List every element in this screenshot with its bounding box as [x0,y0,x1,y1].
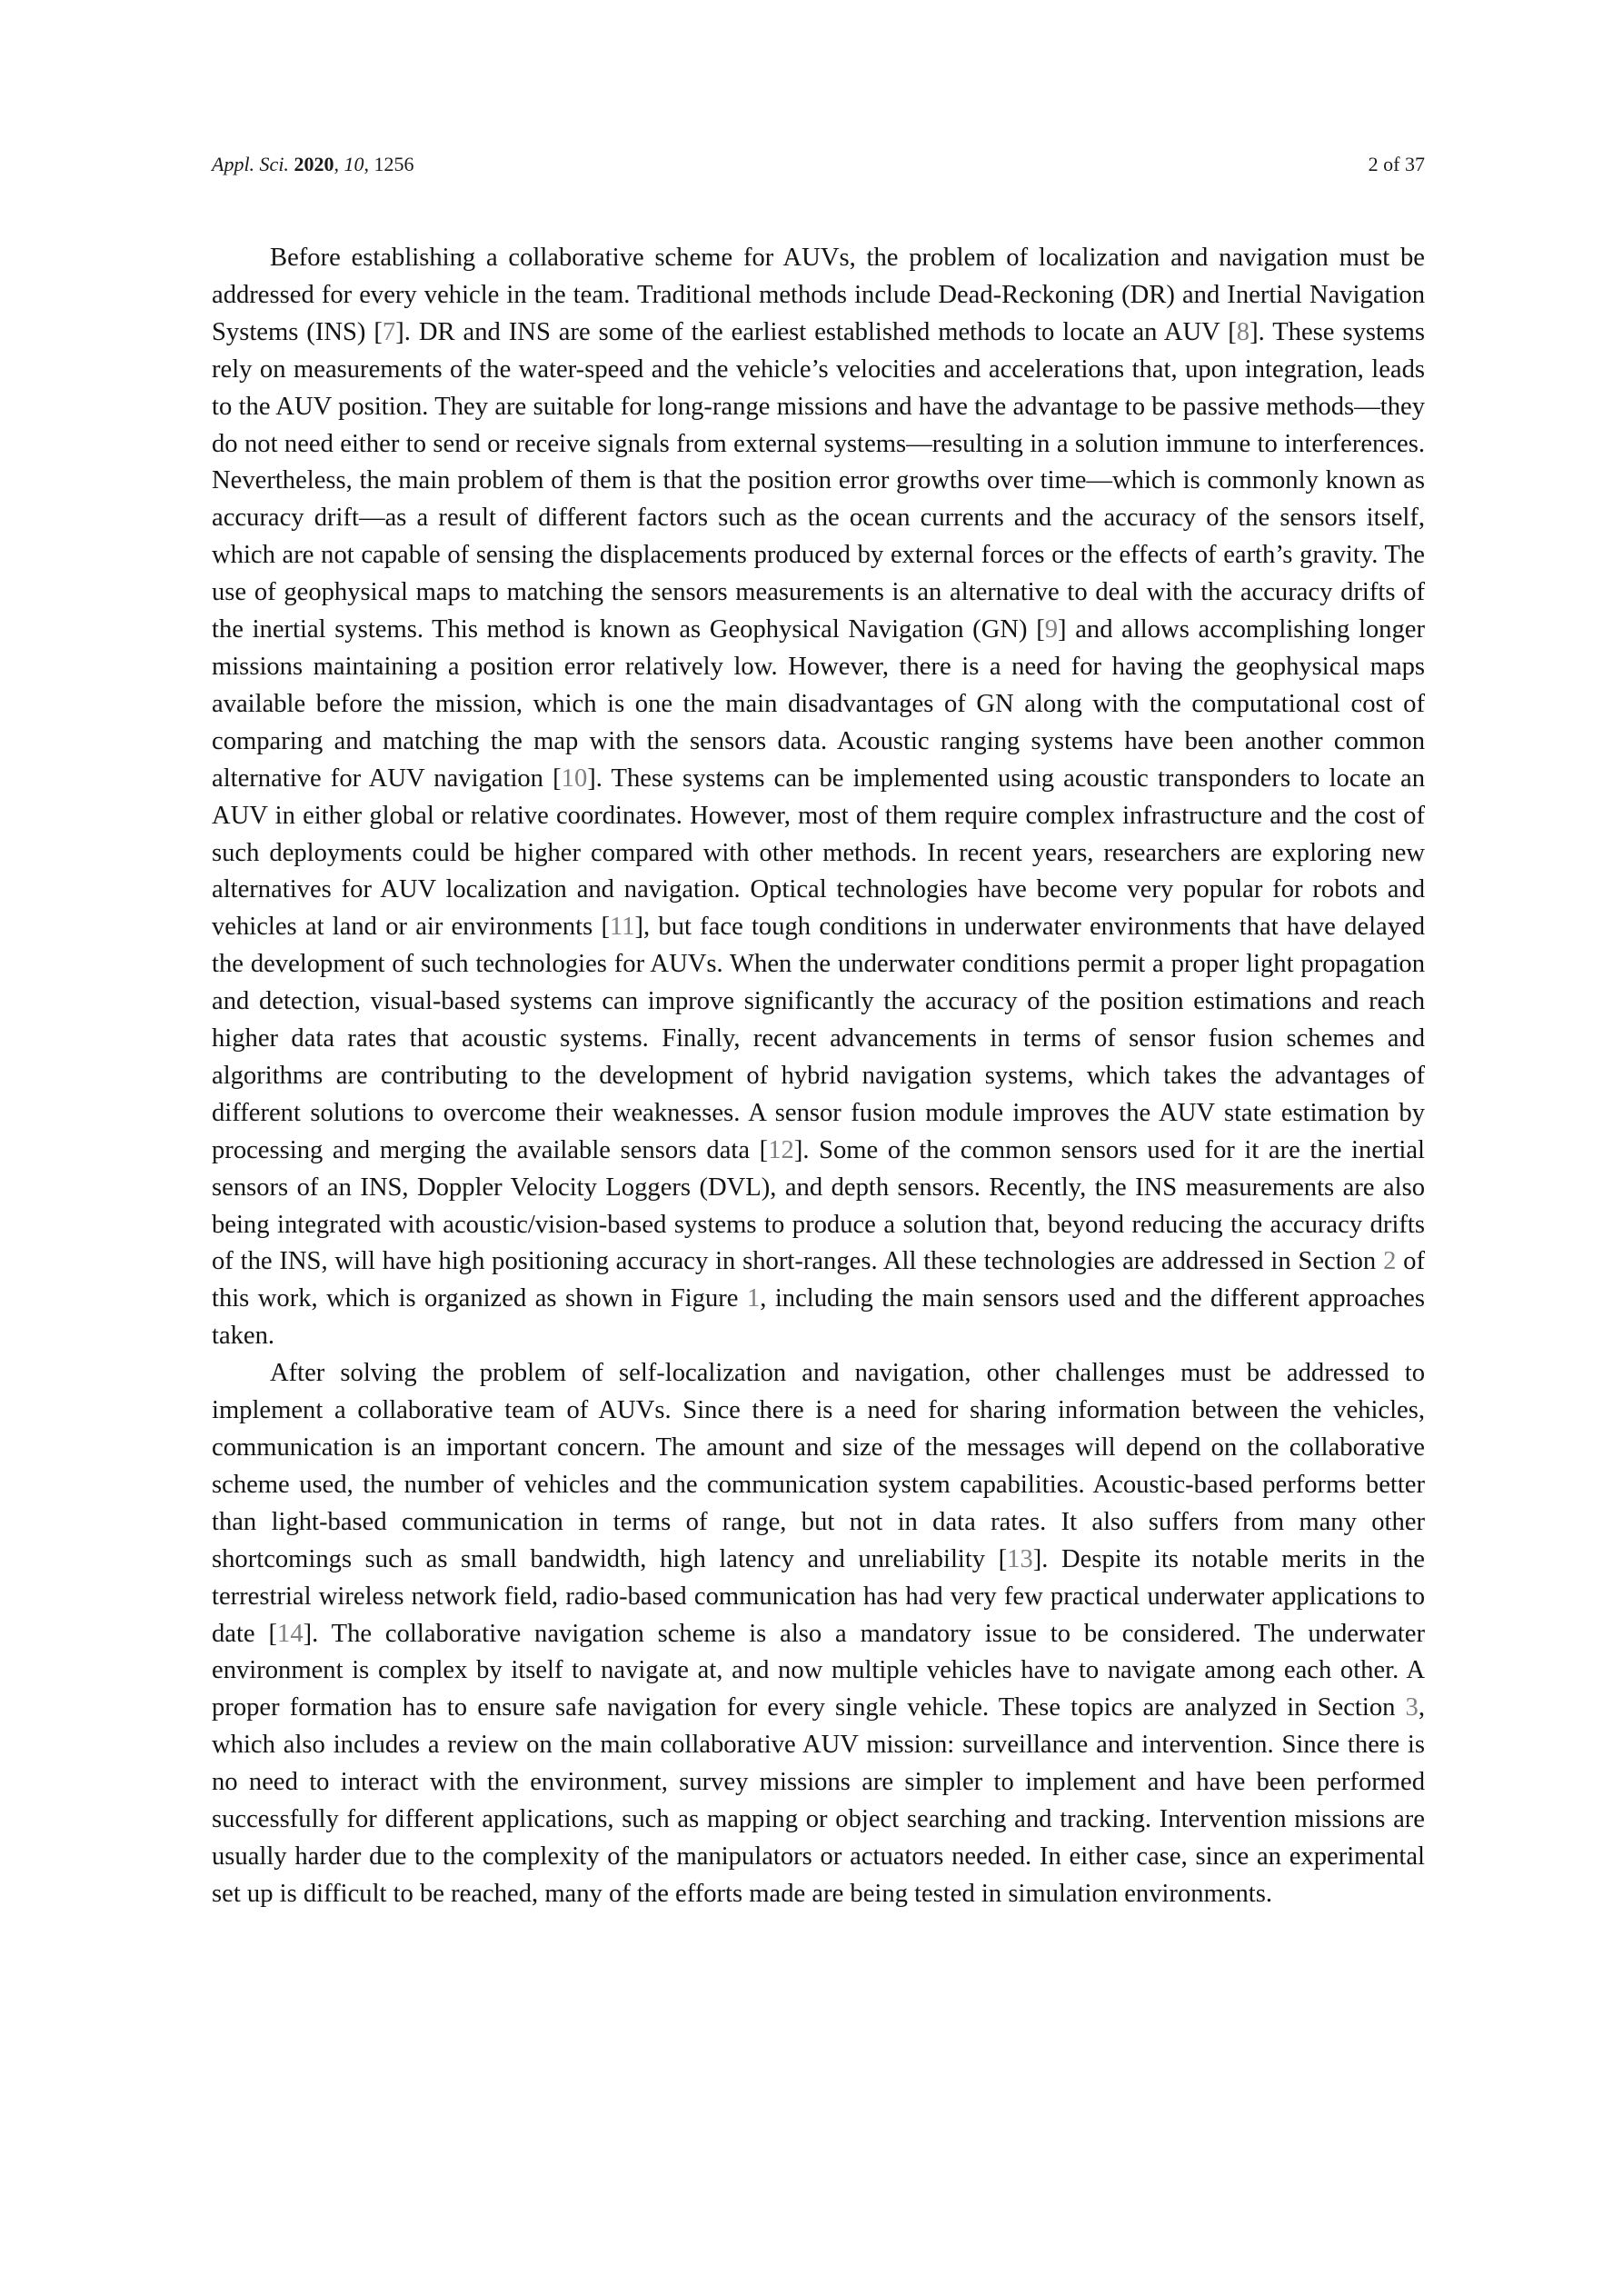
paragraph-text: , including the main sensors used and the different approaches taken. [212,1284,1425,1351]
citation-link[interactable]: 12 [768,1135,794,1164]
paragraph-text: ]. These systems rely on measurements of the water-speed and the vehicle’s velocities and accelerations that, upon integration, leads to the AUV position. They are suitable for long-range missions and have the advantage to be passive methods—they do not need either to send or receive signals from external systems—resulting in a solution immune to interferences. Nevertheless, the main problem of them is that the position error growths over time—which is commonly known as accuracy drift—as a result of different factors such as the ocean currents and the accuracy of the sensors itself, which are not capable of sensing the displacements produced by external forces or the effects of earth’s gravity. The use of geophysical maps to matching the sensors measurements is an alternative to deal with the accuracy drifts of the inertial systems. This method is known as Geophysical Navigation (GN) [ [212,317,1426,644]
journal-citation: Appl. Sci. 2020, 10, 1256 [212,153,414,175]
citation-link[interactable]: 9 [1044,615,1059,644]
paragraph [212,1355,1425,1913]
journal-year: 2020 [294,153,334,175]
citation-link[interactable]: 14 [277,1619,304,1648]
citation-link[interactable]: 11 [609,913,635,942]
page-number: 2 of 37 [1368,153,1425,175]
paragraph-text: ], but face tough conditions in underwater environments that have delayed the development of such technologies for AUVs. When the underwater conditions permit a proper light propagation and detection, visual-based systems can improve significantly the accuracy of the position estimations and reach higher data rates that acoustic systems. Finally, recent advancements in terms of sensor fusion schemes and algorithms are contributing to the development of hybrid navigation systems, which takes the advantages of different solutions to overcome their weaknesses. A sensor fusion module improves the AUV state estimation by processing and merging the available sensors data [ [212,913,1425,1164]
journal-name: Appl. Sci. [212,153,289,175]
paragraph-text: ]. The collaborative navigation scheme is also a mandatory issue to be considered. The underwater environment is complex by itself to navigate at, and now multiple vehicles have to navigate among each other. A proper formation has to ensure safe navigation for every single vehicle. These topics are analyzed in Section [212,1619,1426,1722]
paragraph-text: ]. DR and INS are some of the earliest established methods to locate an AUV [ [395,317,1237,346]
citation-link[interactable]: 10 [561,764,588,793]
citation-link[interactable]: 13 [1007,1544,1033,1573]
paragraph-text: After solving the problem of self-localization and navigation, other challenges must be addressed to implement a collaborative team of AUVs. Since there is a need for sharing information between the vehicles, communication is an important concern. The amount and size of the messages will depend on the collaborative scheme used, the number of vehicles and the communication system capabilities. Acoustic-based performs better than light-based communication in terms of range, but not in data rates. It also suffers from many other shortcomings such as small bandwidth, high latency and unreliability [ [212,1359,1425,1573]
paragraph [212,240,1425,1355]
running-header [212,153,1425,189]
citation-link[interactable]: 2 [1383,1247,1397,1276]
body-text [212,240,1425,1913]
citation-link[interactable]: 7 [382,317,396,346]
paragraph-text: ]. Despite its notable merits in the terrestrial wireless network field, radio-based communication has had very few practical underwater applications to date [ [212,1544,1425,1648]
paragraph-text: ]. Some of the common sensors used for it are the inertial sensors of an INS, Doppler Velocity Loggers (DVL), and depth sensors. Recently, the INS measurements are also being integrated with acoustic/vision-based systems to produce a solution that, beyond reducing the accuracy drifts of the INS, will have high positioning accuracy in short-ranges. All these technologies are addressed in Section [212,1135,1425,1276]
paragraph-text: ]. These systems can be implemented using acoustic transponders to locate an AUV in either global or relative coordinates. However, most of them require complex infrastructure and the cost of such deployments could be higher compared with other methods. In recent years, researchers are exploring new alternatives for AUV localization and navigation. Optical technologies have become very popular for robots and vehicles at land or air environments [ [212,764,1426,942]
citation-link[interactable]: 3 [1405,1693,1419,1722]
article-number: 1256 [373,153,414,175]
paragraph-text: , which also includes a review on the main collaborative AUV mission: surveillance and intervention. Since there is no need to interact with the environment, survey missions are simpler to implement and have been performed successfully for different applications, such as mapping or object searching and tracking. Intervention missions are usually harder due to the complexity of the manipulators or actuators needed. In either case, since an experimental set up is difficult to be reached, many of the efforts made are being tested in simulation environments. [212,1693,1425,1908]
paragraph-text: ] and allows accomplishing longer missions maintaining a position error relatively low. However, there is a need for having the geophysical maps available before the mission, which is one the main disadvantages of GN along with the computational cost of comparing and matching the map with the sensors data. Acoustic ranging systems have been another common alternative for AUV navigation [ [212,615,1425,793]
paragraph-text: of this work, which is organized as shown in Figure [212,1247,1425,1313]
journal-volume: 10 [344,153,364,175]
citation-link[interactable]: 1 [746,1284,761,1313]
citation-link[interactable]: 8 [1236,317,1250,346]
paragraph-text: Before establishing a collaborative scheme for AUVs, the problem of localization and navigation must be addressed for every vehicle in the team. Traditional methods include Dead-Reckoning (DR) and Inertial Navigation Systems (INS) [ [212,244,1425,346]
